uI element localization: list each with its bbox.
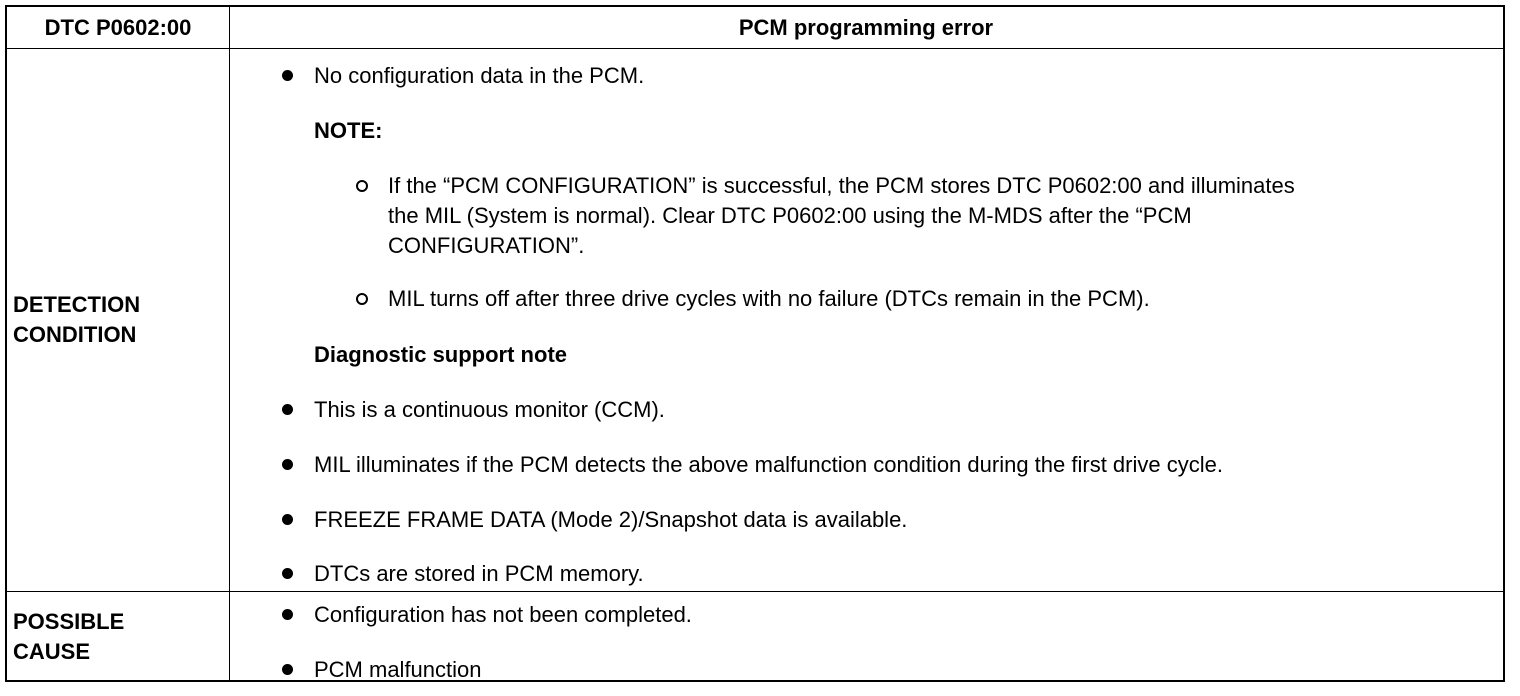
bullet-dot-icon xyxy=(282,568,293,579)
bullet-dot-icon xyxy=(282,609,293,620)
bullet-circle-icon xyxy=(356,293,368,305)
detection-bullet-1: No configuration data in the PCM. xyxy=(314,63,645,88)
possible-cause-item-1: Configuration has not been completed. xyxy=(314,602,692,627)
support-item-3: FREEZE FRAME DATA (Mode 2)/Snapshot data is available. xyxy=(314,507,908,532)
support-item-1: This is a continuous monitor (CCM). xyxy=(314,397,665,422)
diagnostic-support-heading: Diagnostic support note xyxy=(314,342,567,367)
detection-label-line2: CONDITION xyxy=(13,322,137,347)
dtc-code-cell xyxy=(7,7,229,48)
note-item-1-line-1: If the “PCM CONFIGURATION” is successful, the PCM stores DTC P0602:00 and illuminates xyxy=(388,173,1295,198)
support-item-2: MIL illuminates if the PCM detects the above malfunction condition during the first drive cycle. xyxy=(314,452,1223,477)
bullet-dot-icon xyxy=(282,404,293,415)
bullet-circle-icon xyxy=(356,180,368,192)
note-item-1-line-3: CONFIGURATION”. xyxy=(388,233,585,258)
detection-condition-content xyxy=(230,49,1503,591)
dtc-table xyxy=(5,5,1505,682)
support-item-4: DTCs are stored in PCM memory. xyxy=(314,561,644,586)
bullet-dot-icon xyxy=(282,459,293,470)
possible-cause-label-line2: CAUSE xyxy=(13,639,91,664)
dtc-title: PCM programming error xyxy=(738,14,994,40)
possible-cause-content xyxy=(230,592,1503,682)
possible-cause-label xyxy=(7,592,229,682)
note-item-2-line-1: MIL turns off after three drive cycles with no failure (DTCs remain in the PCM). xyxy=(388,286,1150,311)
dtc-code: DTC P0602:00 xyxy=(44,14,192,40)
note-heading: NOTE: xyxy=(314,118,383,143)
bullet-dot-icon xyxy=(282,70,293,81)
detection-condition-label xyxy=(7,49,229,591)
possible-cause-item-2: PCM malfunction xyxy=(314,657,482,682)
detection-label-line1: DETECTION xyxy=(13,292,141,317)
bullet-dot-icon xyxy=(282,514,293,525)
note-item-1-line-2: the MIL (System is normal). Clear DTC P0602:00 using the M-MDS after the “PCM xyxy=(388,203,1192,228)
possible-cause-label-line1: POSSIBLE xyxy=(13,609,125,634)
bullet-dot-icon xyxy=(282,664,293,675)
dtc-title-cell xyxy=(229,7,1503,48)
